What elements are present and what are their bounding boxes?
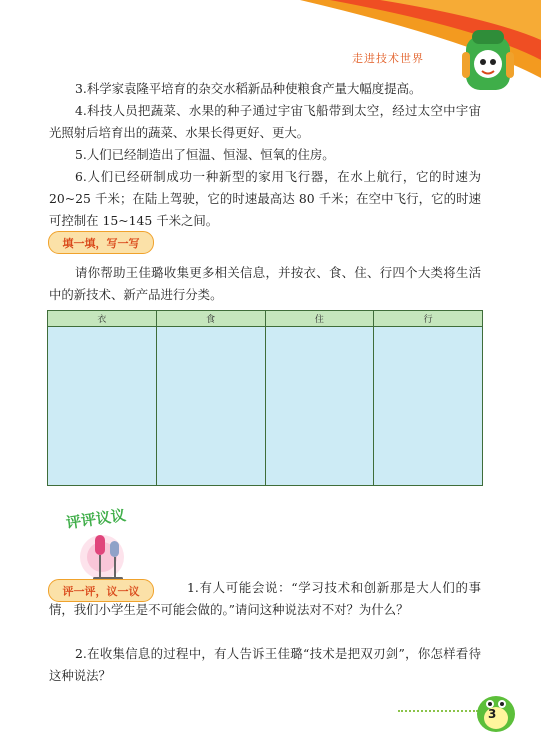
page-number: 3 xyxy=(488,707,497,721)
paragraph-5: 5.人们已经制造出了恒温、恒湿、恒氧的住房。 xyxy=(75,147,335,162)
header-food: 食 xyxy=(156,311,265,327)
evaluate-discuss-badge: 评一评，议一议 xyxy=(48,579,154,602)
clothing-cell[interactable] xyxy=(48,327,157,486)
food-cell[interactable] xyxy=(156,327,265,486)
header-clothing: 衣 xyxy=(48,311,157,327)
header-travel: 行 xyxy=(374,311,483,327)
section-title: 走进技术世界 xyxy=(352,52,424,65)
travel-cell[interactable] xyxy=(374,327,483,486)
header-housing: 住 xyxy=(265,311,374,327)
question-1: 1.有人可能会说：“学习技术和创新那是大人们的事情，我们小学生是不可能会做的。”请问这种说法对不对？为什么？ xyxy=(49,580,481,617)
paragraph-4: 4.科技人员把蔬菜、水果的种子通过宇宙飞船带到太空，经过太空中宇宙光照射后培育出的蔬菜、水果长得更好、更大。 xyxy=(49,103,481,140)
category-table xyxy=(47,310,483,486)
microphone-logo-icon xyxy=(64,505,154,583)
fill-write-badge: 填一填，写一写 xyxy=(48,231,154,254)
classification-instruction: 请你帮助王佳璐收集更多相关信息，并按衣、食、住、行四个大类将生活中的新技术、新产品进行分类。 xyxy=(49,265,481,302)
logo-text: 评评议议 xyxy=(64,506,127,533)
footer-dotted-line xyxy=(398,710,478,712)
paragraph-3: 3.科学家袁隆平培育的杂交水稻新品种使粮食产量大幅度提高。 xyxy=(75,81,422,96)
question-2: 2.在收集信息的过程中，有人告诉王佳璐“技术是把双刃剑”，你怎样看待这种说法？ xyxy=(49,646,481,683)
housing-cell[interactable] xyxy=(265,327,374,486)
paragraph-6: 6.人们已经研制成功一种新型的家用飞行器，在水上航行，它的时速为 20~25 千米；在陆上驾驶，它的时速最高达 80 千米；在空中飞行，它的时速可控制在 15~145 千米之间。 xyxy=(49,169,481,228)
